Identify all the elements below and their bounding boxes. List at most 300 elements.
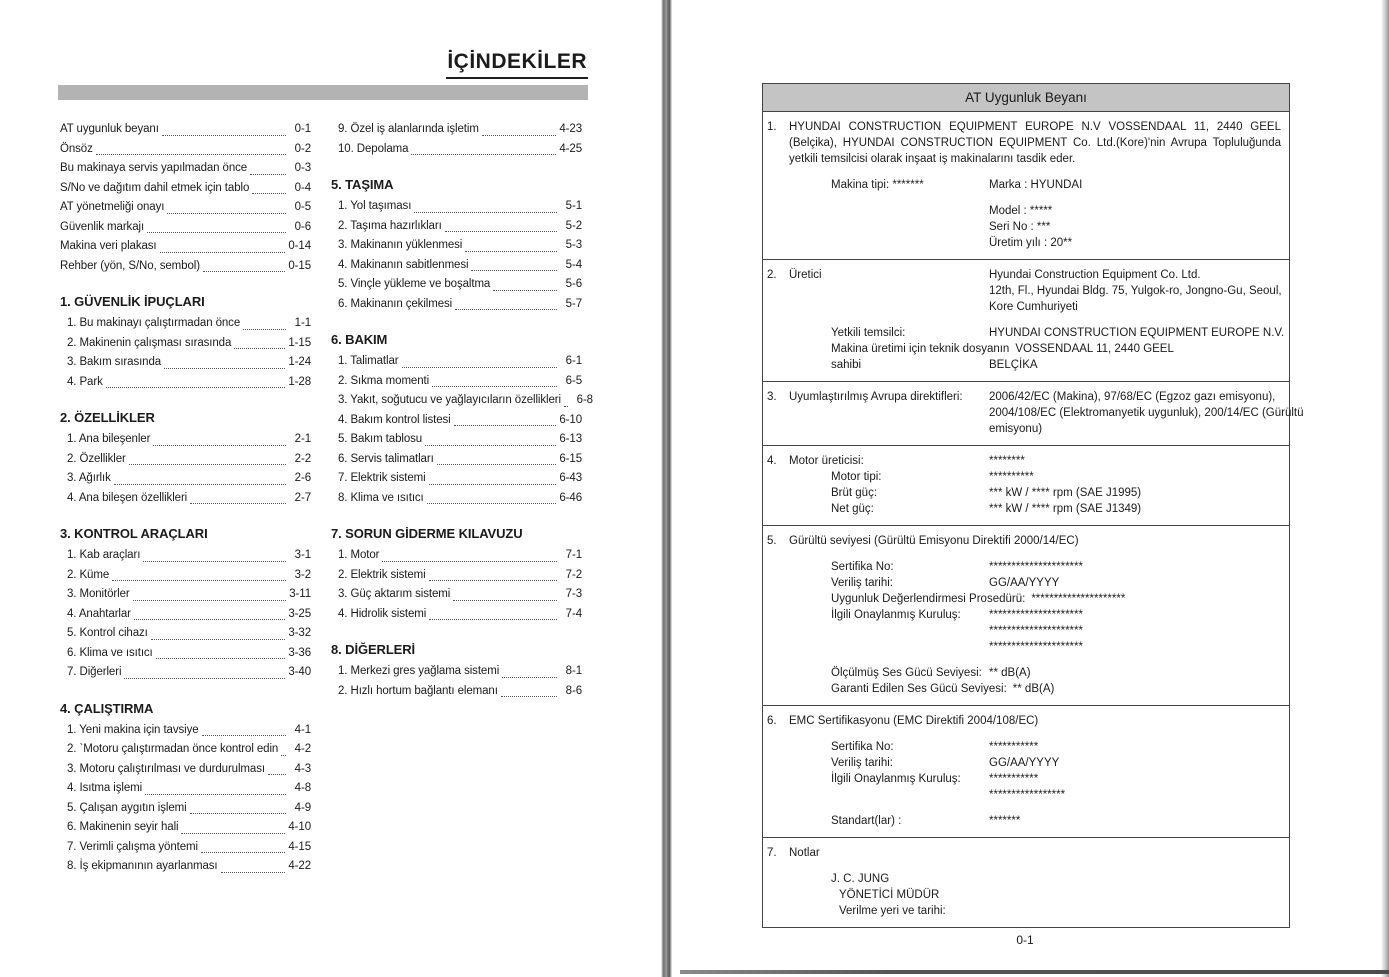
toc-entry-title: 4. Makinanın sabitlenmesi [338, 258, 469, 271]
toc-section-items [60, 546, 311, 683]
toc-entry-title: 3. Makinanın yüklenmesi [338, 239, 463, 251]
toc-dotted-leader [190, 813, 286, 814]
toc-entry-page: 3-1 [294, 549, 311, 561]
toc-entry-title: 1. Yol taşıması [338, 200, 412, 212]
toc-dotted-leader [112, 580, 286, 581]
toc-dotted-leader [493, 290, 557, 291]
toc-entry-title: 7. Diğerleri [67, 666, 122, 678]
scan-edge-bottom [680, 970, 1389, 974]
toc-entry-page: 5-4 [565, 258, 582, 271]
field-row [789, 453, 1281, 469]
field-label: sahibi [831, 359, 862, 371]
toc-entry [338, 682, 582, 702]
toc-entry [60, 120, 311, 140]
field-value: GG/AA/YYYY [989, 757, 1060, 769]
toc-dotted-leader [455, 309, 557, 310]
section-body [789, 845, 1281, 919]
field-value: 2004/108/EC (Elektromanyetik uygunluk), 200/14/EC (Gürültü [989, 407, 1304, 419]
toc-entry-title: 1. Merkezi gres yağlama sistemi [338, 665, 500, 677]
toc-dotted-leader [167, 213, 286, 214]
field-value: *********** [989, 773, 1039, 785]
field-row [789, 591, 1281, 607]
toc-section-header: 1. GÜVENLİK İPUÇLARI [60, 294, 205, 309]
section-number: 4. [767, 455, 777, 467]
toc-dotted-leader [425, 445, 556, 446]
toc-entry-page: 2-6 [294, 472, 311, 484]
toc-dotted-leader [190, 503, 286, 504]
toc-entry-title: Önsöz [60, 142, 93, 155]
toc-entry-page: 3-2 [294, 568, 311, 581]
toc-entry-page: 0-15 [288, 259, 311, 272]
field-label: Uyumlaştırılmış Avrupa direktifleri: [789, 391, 963, 403]
section-body [789, 267, 1285, 373]
toc-entry-title: 1. Ana bileşenler [67, 433, 151, 445]
toc-entry [67, 353, 311, 373]
toc-section-header: 8. DİĞERLERİ [331, 642, 416, 657]
declaration-sections [763, 112, 1304, 927]
field-row [789, 177, 1281, 193]
field-value: emisyonu) [989, 423, 1043, 435]
toc-entry [338, 546, 582, 566]
field-value: Hyundai Construction Equipment Co. Ltd. [989, 269, 1201, 281]
field-value: HYUNDAI CONSTRUCTION EQUIPMENT EUROPE N.V. [989, 327, 1285, 339]
toc-entry [67, 430, 311, 450]
field-row [789, 575, 1281, 591]
field-row [789, 219, 1281, 235]
field-value: ** dB(A) [1012, 683, 1055, 695]
page-divider [661, 0, 672, 977]
toc-entry-title: 9. Özel iş alanlarında işletim [338, 123, 479, 135]
toc-title: İÇİNDEKİLER [446, 50, 588, 79]
field-label: Standart(lar) : [831, 815, 902, 827]
toc-dotted-leader [437, 464, 557, 465]
toc-entry-title: 2. Hızlı hortum bağlantı elemanı [338, 684, 498, 697]
field-value: *** kW / **** rpm (SAE J1349) [989, 503, 1142, 515]
field-row [789, 787, 1281, 803]
toc-entry [67, 644, 311, 664]
toc-dotted-leader [429, 580, 557, 581]
toc-entry-page: 5-2 [565, 219, 582, 232]
toc-section-header: 6. BAKIM [331, 332, 388, 347]
field-label [789, 283, 989, 299]
toc-entry-title: 3. Motoru çalıştırılması ve durdurulması [67, 762, 265, 775]
toc-dotted-leader [114, 484, 286, 485]
toc-entry-page: 6-15 [559, 452, 582, 465]
toc-entry [338, 411, 582, 431]
toc-entry-page: 4-8 [294, 782, 311, 794]
field-row [789, 299, 1281, 315]
toc-entry [338, 585, 582, 605]
toc-title-bar [58, 85, 588, 100]
toc-lead-items [60, 120, 311, 276]
toc-entry-title: 7. Elektrik sistemi [338, 472, 426, 484]
page-number: 0-1 [1016, 933, 1034, 947]
toc-page [0, 0, 661, 977]
section-body [789, 713, 1281, 829]
field-label: Makina üretimi için teknik dosyanın [831, 343, 1010, 355]
toc-dotted-leader [133, 600, 286, 601]
toc-dotted-leader [221, 872, 286, 873]
toc-lead-items [331, 120, 582, 159]
toc-entry [338, 140, 582, 160]
toc-entry [67, 740, 311, 760]
section-text: EMC Sertifikasyonu (EMC Direktifi 2004/108/EC) [789, 715, 1039, 727]
section-number: 5. [767, 535, 777, 547]
toc-entry [67, 857, 311, 877]
toc-dotted-leader [156, 658, 286, 659]
toc-entry-page: 0-6 [294, 220, 311, 233]
field-label: Motor tipi: [831, 471, 882, 483]
toc-section-items [60, 430, 311, 508]
toc-entry-page: 7-4 [565, 607, 582, 620]
field-label: Veriliş tarihi: [831, 757, 893, 769]
toc-entry-title: 1. Bu makinayı çalıştırmadan önce [67, 317, 241, 329]
toc-dotted-leader [243, 329, 286, 330]
toc-entry [338, 120, 582, 140]
toc-entry-page: 5-6 [565, 278, 582, 290]
toc-entry-page: 6-10 [559, 413, 582, 426]
toc-dotted-leader [281, 755, 286, 756]
toc-dotted-leader [145, 794, 286, 795]
field-row [789, 203, 1281, 219]
toc-entry-title: 10. Depolama [338, 142, 409, 155]
field-row [789, 389, 1281, 405]
toc-entry-page: 3-11 [289, 588, 311, 600]
toc-dotted-leader [432, 386, 557, 387]
toc-entry [338, 275, 582, 295]
toc-entry-title: 5. Bakım tablosu [338, 433, 423, 445]
toc-entry [60, 140, 311, 160]
field-row [789, 739, 1281, 755]
field-value: BELÇİKA [989, 359, 1038, 371]
field-row [789, 341, 1281, 357]
section-number: 6. [767, 715, 777, 727]
field-value: ** dB(A) [989, 667, 1031, 679]
field-value: 12th, Fl., Hyundai Bldg. 75, Yulgok-ro, Jongno-Gu, Seoul, [989, 285, 1282, 297]
toc-entry [338, 352, 582, 372]
toc-entry [60, 218, 311, 238]
section-body [789, 119, 1281, 251]
toc-entry [67, 779, 311, 799]
scan-edge-right [1381, 0, 1389, 977]
toc-entry-page: 1-24 [288, 356, 311, 368]
toc-entry-title: 6. Makinanın çekilmesi [338, 297, 453, 310]
declaration-section [763, 705, 1289, 837]
field-value: *********** [989, 741, 1039, 753]
toc-entry-page: 3-40 [288, 666, 311, 678]
field-row [789, 681, 1281, 697]
toc-dotted-leader [402, 367, 558, 368]
toc-entry-title: 3. Yakıt, soğutucu ve yağlayıcıların özellikleri [338, 394, 561, 406]
field-label [789, 639, 989, 655]
toc-entry-page: 0-2 [294, 142, 311, 155]
toc-entry [338, 489, 582, 509]
toc-entry-page: 4-9 [294, 801, 311, 814]
toc-entry-title: Bu makinaya servis yapılmadan önce [60, 162, 248, 174]
toc-entry-page: 8-1 [565, 665, 582, 677]
toc-dotted-leader [96, 154, 286, 155]
toc-dotted-leader [482, 135, 557, 136]
toc-entry-title: 2. Makinenin çalışması sırasında [67, 336, 232, 349]
toc-section-header: 5. TAŞIMA [331, 177, 394, 192]
toc-dotted-leader [427, 503, 557, 504]
field-value: ********************* [989, 641, 1083, 653]
toc-entry-page: 4-23 [559, 123, 582, 135]
toc-entry-title: 2. Taşıma hazırlıkları [338, 219, 442, 232]
toc-dotted-leader [471, 270, 557, 271]
field-value: Model : ***** [989, 205, 1053, 217]
field-label: Sertifika No: [831, 561, 894, 573]
field-label [789, 235, 989, 251]
toc-entry [338, 566, 582, 586]
field-label: Motor üreticisi: [789, 455, 864, 467]
toc-entry-page: 6-8 [576, 394, 593, 406]
toc-entry-title: 1. Motor [338, 549, 380, 561]
toc-dotted-leader [203, 271, 285, 272]
field-value: ***************** [989, 789, 1066, 801]
field-label: İlgili Onaylanmış Kuruluş: [831, 609, 961, 621]
section-text: Notlar [789, 847, 820, 859]
declaration-section [763, 525, 1289, 705]
field-label [789, 219, 989, 235]
field-label: Veriliş tarihi: [831, 577, 893, 589]
field-label: Ölçülmüş Ses Gücü Seviyesi: [831, 667, 982, 679]
toc-entry-title: 7. Verimli çalışma yöntemi [67, 840, 198, 853]
toc-entry [60, 159, 311, 179]
field-row [789, 283, 1281, 299]
toc-entry-page: 4-15 [288, 840, 311, 853]
toc-entry-page: 7-2 [565, 568, 582, 581]
field-label: Sertifika No: [831, 741, 894, 753]
toc-dotted-leader [143, 561, 286, 562]
field-row [789, 357, 1281, 373]
toc-entry-page: 6-46 [559, 491, 582, 504]
toc-dotted-leader [164, 368, 285, 369]
toc-section-header: 2. ÖZELLİKLER [60, 410, 155, 425]
field-value: 2006/42/EC (Makina), 97/68/EC (Egzoz gazı emisyonu), [989, 391, 1276, 403]
toc-entry-page: 4-1 [294, 723, 311, 736]
toc-entry [338, 450, 582, 470]
toc-entry [338, 430, 582, 450]
toc-entry [338, 605, 582, 625]
field-value: ******* [989, 815, 1021, 827]
toc-entry-title: 2. `Motoru çalıştırmadan önce kontrol edin [67, 743, 279, 755]
toc-entry-title: 4. Bakım kontrol listesi [338, 413, 451, 426]
toc-dotted-leader [147, 232, 286, 233]
toc-entry-title: 4. Anahtarlar [67, 607, 131, 620]
field-row [789, 755, 1281, 771]
declaration-header: AT Uygunluk Beyanı [763, 84, 1289, 112]
toc-dotted-leader [252, 193, 286, 194]
toc-entry [67, 721, 311, 741]
field-label: Üretici [789, 269, 822, 281]
toc-entry-page: 5-7 [565, 297, 582, 310]
field-label [789, 405, 989, 421]
section-text: Verilme yeri ve tarihi: [839, 905, 946, 917]
declaration-table [762, 83, 1304, 928]
field-value: ********************* [1031, 593, 1126, 605]
toc-entry-page: 0-1 [294, 123, 311, 135]
toc-dotted-leader [202, 735, 286, 736]
toc-entry-title: Makina veri plakası [60, 240, 157, 252]
toc-entry-page: 5-3 [565, 239, 582, 251]
toc-entry-page: 2-2 [294, 452, 311, 465]
toc-entry-page: 0-4 [294, 181, 311, 194]
toc-entry-title: 8. Klima ve ısıtıcı [338, 491, 424, 504]
field-row [789, 771, 1281, 787]
section-text: Gürültü seviyesi (Gürültü Emisyonu Direktifi 2000/14/EC) [789, 535, 1079, 547]
toc-entry [338, 217, 582, 237]
toc-dotted-leader [201, 852, 285, 853]
toc-entry-title: 2. Sıkma momenti [338, 374, 430, 387]
toc-entry [67, 624, 311, 644]
toc-entry-title: S/No ve dağıtım dahil etmek için tablo [60, 181, 250, 194]
toc-section-header: 3. KONTROL ARAÇLARI [60, 526, 208, 541]
field-row [789, 639, 1281, 655]
toc-entry-page: 6-1 [565, 355, 582, 367]
toc-entry-page: 4-10 [288, 821, 311, 833]
field-label [789, 203, 989, 219]
toc-entry-title: 4. Park [67, 375, 103, 388]
toc-entry-title: 6. Klima ve ısıtıcı [67, 646, 153, 659]
toc-section-items [331, 352, 593, 508]
toc-entry [338, 469, 582, 489]
toc-entry-title: AT uygunluk beyanı [60, 123, 159, 135]
field-value: GG/AA/YYYY [989, 577, 1060, 589]
toc-entry-title: Güvenlik markajı [60, 220, 145, 233]
toc-entry-title: 2. Özellikler [67, 452, 126, 465]
section-number: 2. [767, 269, 777, 281]
field-row [789, 501, 1281, 517]
field-label: İlgili Onaylanmış Kuruluş: [831, 773, 961, 785]
toc-entry [67, 450, 311, 470]
toc-entry-title: 2. Küme [67, 568, 110, 581]
toc-dotted-leader [181, 833, 285, 834]
toc-entry [67, 760, 311, 780]
toc-entry [67, 799, 311, 819]
toc-columns [60, 120, 593, 877]
toc-entry-title: 5. Çalışan aygıtın işlemi [67, 801, 187, 814]
toc-dotted-leader [124, 678, 285, 679]
field-value: Kore Cumhuriyeti [989, 301, 1078, 313]
section-body [789, 453, 1281, 517]
toc-entry-title: 3. Monitörler [67, 588, 130, 600]
toc-entry [60, 179, 311, 199]
toc-column-left [60, 120, 311, 877]
toc-dotted-leader [382, 561, 557, 562]
toc-entry-title: 3. Bakım sırasında [67, 356, 162, 368]
toc-entry [60, 198, 311, 218]
declaration-section [763, 837, 1289, 927]
toc-entry-title: 1. Kab araçları [67, 549, 141, 561]
toc-entry [338, 295, 582, 315]
toc-dotted-leader [153, 445, 286, 446]
field-row [789, 469, 1281, 485]
field-label: Makina tipi: ******* [831, 179, 924, 191]
section-body [789, 389, 1304, 437]
toc-dotted-leader [162, 135, 286, 136]
field-value: ******** [989, 455, 1025, 467]
toc-section-header: 7. SORUN GİDERME KILAVUZU [331, 526, 523, 541]
field-label [789, 787, 989, 803]
toc-entry-title: Rehber (yön, S/No, sembol) [60, 259, 200, 272]
field-row [789, 559, 1281, 575]
toc-entry-page: 1-15 [288, 336, 311, 349]
section-body [789, 533, 1281, 697]
field-row [789, 421, 1281, 437]
toc-entry-page: 0-5 [294, 201, 311, 213]
toc-entry [67, 605, 311, 625]
toc-entry-page: 4-2 [294, 743, 311, 755]
toc-entry-page: 7-1 [565, 549, 582, 561]
toc-entry-page: 1-28 [288, 375, 311, 388]
toc-dotted-leader [106, 387, 286, 388]
toc-entry-title: 5. Vinçle yükleme ve boşaltma [338, 278, 491, 290]
toc-section-items [331, 662, 582, 701]
toc-entry-title: 3. Ağırlık [67, 472, 111, 484]
field-row [789, 325, 1285, 341]
toc-entry-title: 4. Hidrolik sistemi [338, 607, 427, 620]
field-value: *** kW / **** rpm (SAE J1995) [989, 487, 1142, 499]
field-row [789, 267, 1281, 283]
toc-entry-page: 6-5 [565, 374, 582, 387]
toc-dotted-leader [134, 619, 285, 620]
field-value: ********************* [989, 609, 1083, 621]
field-row [789, 485, 1281, 501]
toc-entry-page: 1-1 [294, 317, 311, 329]
toc-dotted-leader [160, 252, 286, 253]
toc-entry-title: 1. Talimatlar [338, 355, 399, 367]
field-row [789, 405, 1304, 421]
toc-entry-page: 4-3 [294, 762, 311, 775]
toc-entry [338, 372, 582, 392]
section-text: YÖNETİCİ MÜDÜR [839, 889, 940, 901]
toc-dotted-leader [564, 406, 568, 407]
field-value: ********************* [989, 625, 1083, 637]
toc-entry-page: 7-3 [565, 588, 582, 600]
field-value: ********** [989, 471, 1034, 483]
toc-entry-page: 6-13 [559, 433, 582, 445]
toc-entry-title: 3. Güç aktarım sistemi [338, 588, 451, 600]
toc-entry-page: 3-36 [288, 646, 311, 659]
toc-dotted-leader [411, 154, 556, 155]
declaration-section [763, 112, 1289, 259]
toc-entry [67, 314, 311, 334]
field-value: VOSSENDAAL 11, 2440 GEEL [1015, 343, 1174, 355]
toc-entry-page: 8-6 [565, 684, 582, 697]
field-row [789, 607, 1281, 623]
toc-entry [67, 489, 311, 509]
toc-dotted-leader [268, 774, 286, 775]
toc-entry [338, 256, 582, 276]
field-row [789, 623, 1281, 639]
field-row [789, 813, 1281, 829]
toc-entry [60, 257, 311, 277]
field-value: Üretim yılı : 20** [989, 237, 1073, 249]
toc-entry-page: 4-22 [288, 860, 311, 872]
field-label: Yetkili temsilci: [831, 327, 906, 339]
toc-entry [60, 237, 311, 257]
section-text: J. C. JUNG [831, 873, 890, 885]
section-number: 3. [767, 391, 777, 403]
toc-dotted-leader [445, 231, 557, 232]
field-label [789, 623, 989, 639]
field-value: ********************* [989, 561, 1083, 573]
field-row [789, 235, 1281, 251]
toc-entry-title: 6. Servis talimatları [338, 452, 434, 465]
section-number: 7. [767, 847, 777, 859]
toc-title-row [60, 50, 588, 79]
